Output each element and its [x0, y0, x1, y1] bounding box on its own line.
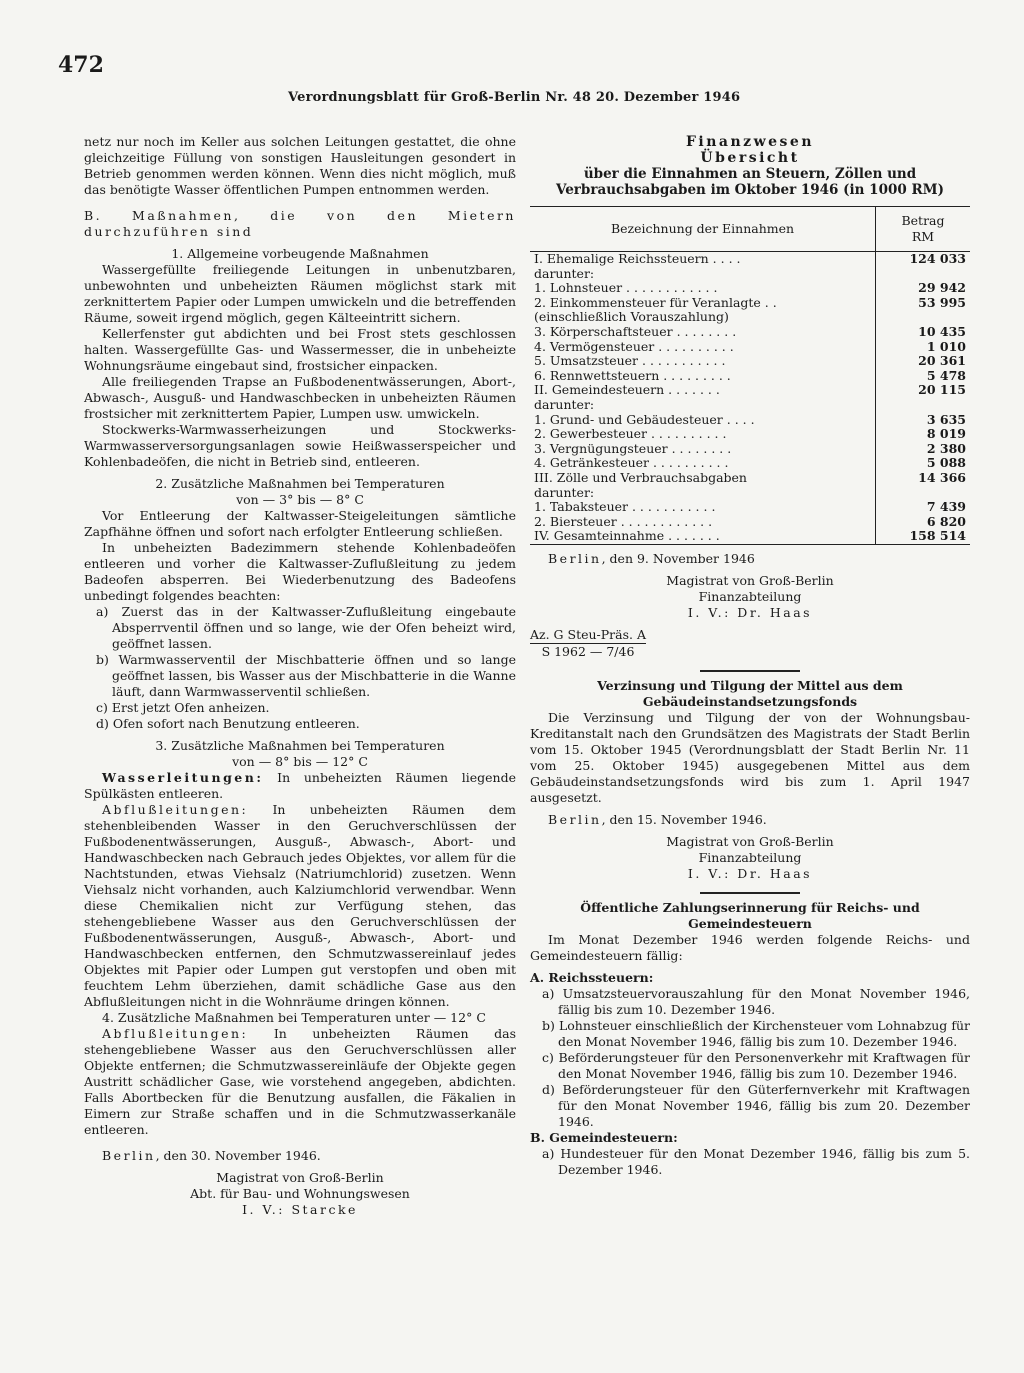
row-amount — [876, 398, 971, 413]
reich-tax-list — [530, 986, 970, 1130]
list-item: c) Beförderungsteuer für den Personenverkehr mit Kraftwagen für den Monat November 1946, fällig bis zum 10. Dezember 1946. — [542, 1049, 970, 1081]
paragraph: Stockwerks-Warmwasserheizungen und Stockwerks-Warmwasserversorgungsanlagen sowie Heißwasserspeicher und Kohlenbadeöfen, die nicht in Betrieb sind, entleeren. — [84, 422, 516, 469]
municipal-tax-list — [530, 1146, 970, 1178]
row-amount: 14 366 — [876, 471, 971, 486]
column-header-label: Bezeichnung der Einnahmen — [530, 207, 876, 252]
column-header-amount — [876, 207, 971, 252]
list-heading: B. Gemeindesteuern: — [530, 1129, 678, 1145]
list-item: d) Beförderungsteuer für den Güterfernverkehr mit Kraftwagen für den Monat November 1946, fällig bis zum 20. Dezember 1946. — [542, 1081, 970, 1129]
left-column — [84, 134, 516, 1218]
row-label: 1. Grund- und Gebäudesteuer . . . . — [534, 411, 755, 427]
city: Berlin — [102, 1148, 156, 1163]
table-row — [530, 296, 970, 311]
row-label: III. Zölle und Verbrauchsabgaben — [534, 469, 747, 485]
table-row — [530, 340, 970, 355]
row-amount: 7 439 — [876, 500, 971, 515]
signature-line: Magistrat von Groß-Berlin — [666, 833, 834, 849]
table-row — [530, 442, 970, 457]
signature-line: Abt. für Bau- und Wohnungswesen — [190, 1186, 410, 1201]
lead-term: Wasserleitungen: — [102, 770, 264, 785]
signature-line: Finanzabteilung — [698, 849, 802, 865]
row-label: 2. Einkommensteuer für Veranlagte . . — [534, 294, 777, 310]
paragraph: Die Verzinsung und Tilgung der von der Wohnungsbau-Kreditanstalt nach den Grundsätzen des Magistrats der Stadt Berlin vom 15. Oktober 1945 (Verordnungsblatt der Stadt Berlin Nr. 11 vom 25. Oktober 1945) ausgegebenen Mittel aus dem Gebäudeinstandsetzungsfonds wird bis zum 1. April 1947 ausgesetzt. — [530, 709, 970, 805]
row-amount: 29 942 — [876, 281, 971, 296]
instruction-list — [84, 604, 516, 732]
list-item: a) Umsatzsteuervorauszahlung für den Monat November 1946, fällig bis zum 10. Dezember 1946. — [542, 985, 970, 1017]
date-line — [84, 1148, 516, 1164]
right-column — [530, 134, 970, 1178]
list-heading: A. Reichssteuern: — [530, 969, 654, 985]
lead-term: Abflußleitungen: — [102, 1026, 249, 1041]
row-label: 2. Biersteuer . . . . . . . . . . . . — [534, 513, 713, 529]
subheading: 3. Zusätzliche Maßnahmen bei Temperaturen — [155, 738, 445, 753]
table-row — [530, 325, 970, 340]
row-label: 2. Gewerbesteuer . . . . . . . . . . — [534, 426, 727, 442]
paragraph-text: In unbeheizten Räumen dem stehenbleibenden Wasser in den Geruchverschlüssen der Fußbodenentwässerungen, Ausguß-, Abwasch-, Abort- und Handwaschbecken nach Gebrauch jedes Objektes, vor allem für die Nachtstunden, etwas Viehsalz (Natriumchlorid) zusetzen. Wenn Viehsalz nicht vorhanden, auch Kalziumchlorid verwendbar. Wenn diese Chemikalien nicht zur Verfügung stehen, das stehengebliebene Wasser aus den Geruchverschlüssen der Fußbodenentwässerungen, Ausguß-, Abwasch-, Abort- und Handwaschbecken entfernen, den Schmutzwassereinlauf jedes Objektes mit Papier oder Lumpen gut verstopfen und oben mit feuchtem Lehm überziehen, damit schädliche Gase aus den Abflußleitungen nicht in die Wohnräume dringen können. — [84, 802, 516, 1009]
row-label: 1. Lohnsteuer . . . . . . . . . . . . — [534, 280, 718, 296]
table-row — [530, 267, 970, 282]
table-row — [530, 252, 970, 267]
header-text: Betrag — [901, 213, 945, 228]
revenue-table — [530, 206, 970, 545]
subheading: 2. Zusätzliche Maßnahmen bei Temperaturen — [155, 476, 445, 491]
row-amount: 10 435 — [876, 325, 971, 340]
row-amount: 3 635 — [876, 413, 971, 428]
divider — [700, 892, 800, 894]
file-reference-line: Az. G Steu-Präs. A — [530, 626, 647, 642]
row-label: 5. Umsatzsteuer . . . . . . . . . . . — [534, 353, 726, 369]
date: , den 30. November 1946. — [155, 1148, 321, 1163]
table-row — [530, 427, 970, 442]
row-label: (einschließlich Vorauszahlung) — [534, 309, 729, 325]
section-title: Finanzwesen — [685, 134, 815, 150]
row-amount: 53 995 — [876, 296, 971, 311]
table-row — [530, 310, 970, 325]
row-label: I. Ehemalige Reichssteuern . . . . — [534, 251, 741, 266]
paragraph-text: In unbeheizten Räumen liegende Spülkästen entleeren. — [84, 770, 516, 801]
date: , den 15. November 1946. — [601, 811, 767, 827]
row-label: 4. Vermögensteuer . . . . . . . . . . — [534, 338, 734, 354]
table-row — [530, 529, 970, 544]
row-amount: 2 380 — [876, 442, 971, 457]
row-label: 1. Tabaksteuer . . . . . . . . . . . — [534, 499, 716, 515]
row-amount — [876, 267, 971, 282]
row-label: 3. Körperschaftsteuer . . . . . . . . — [534, 323, 737, 339]
signature-line: Magistrat von Groß-Berlin — [216, 1170, 384, 1185]
row-label: 6. Rennwettsteuern . . . . . . . . . — [534, 367, 731, 383]
file-reference — [530, 627, 646, 660]
paragraph — [84, 802, 516, 1010]
list-item: b) Lohnsteuer einschließlich der Kirchensteuer vom Lohnabzug für den Monat November 1946, fällig bis zum 10. Dezember 1946. — [542, 1017, 970, 1049]
city: Berlin — [548, 811, 602, 827]
header-unit: RM — [911, 229, 935, 244]
page-number: 472 — [58, 52, 104, 78]
table-title: Übersicht — [700, 150, 800, 166]
paragraph: Alle freiliegenden Trapse an Fußbodenentwässerungen, Abort-, Abwasch-, Ausguß- und Handwaschbecken in unbeheizten Räumen frostsicher mit zerknittertem Papier, Lumpen usw. umwickeln. — [84, 374, 516, 421]
table-row — [530, 486, 970, 501]
row-amount: 20 115 — [876, 383, 971, 398]
paragraph: Im Monat Dezember 1946 werden folgende Reichs- und Gemeindesteuern fällig: — [530, 931, 970, 963]
running-head: Verordnungsblatt für Groß-Berlin Nr. 48 20. Dezember 1946 — [288, 90, 741, 105]
paragraph-text: In unbeheizten Räumen das stehengebliebene Wasser aus den Geruchverschlüssen aller Objekte entfernen; die Schmutzwassereinläufe der Objekte gegen Austritt schädlicher Gase, wie vorstehend angegeben, abdichten. Falls Abortbecken für die Benutzung ausfallen, die Fäkalien in Eimern zur Straße schaffen und in die Schmutzwasserkanäle entleeren. — [84, 1026, 516, 1137]
subheading: 1. Allgemeine vorbeugende Maßnahmen — [171, 246, 429, 261]
list-item: b) Warmwasserventil der Mischbatterie öffnen und so lange geöffnet lassen, bis Wasser aus der Mischbatterie in die Wanne läuft, dann Warmwasserventil schließen. — [96, 652, 516, 699]
row-label: 3. Vergnügungsteuer . . . . . . . . — [534, 440, 732, 456]
date: , den 9. November 1946 — [601, 550, 755, 566]
row-label: darunter: — [534, 484, 595, 500]
signature-name: I. V.: Dr. Haas — [687, 865, 813, 881]
paragraph — [84, 1026, 516, 1138]
row-amount — [876, 310, 971, 325]
paragraph: In unbeheizten Badezimmern stehende Kohlenbadeöfen entleeren und vorher die Kaltwasser-Zuflußleitung zu jedem Badeofen absperren. Bei Wiederbenutzung des Badeofens unbedingt folgendes beachten: — [84, 540, 516, 603]
row-amount: 20 361 — [876, 354, 971, 369]
row-label: 4. Getränkesteuer . . . . . . . . . . — [534, 455, 729, 471]
table-row — [530, 515, 970, 530]
paragraph: Wassergefüllte freiliegende Leitungen in unbenutzbaren, unbewohnten und unbeheizten Räumen möglichst stark mit zerknittertem Papier oder Lumpen umwickeln und die betreffenden Räume, soweit irgend möglich, gegen Kälteeintritt sichern. — [84, 262, 516, 325]
row-label: darunter: — [534, 396, 595, 412]
list-item: a) Zuerst das in der Kaltwasser-Zuflußleitung eingebaute Absperrventil öffnen und so lange, wie der Ofen beheizt wird, geöffnet lassen. — [96, 604, 516, 651]
table-row — [530, 354, 970, 369]
row-label: IV. Gesamteinnahme . . . . . . . — [530, 529, 876, 544]
row-amount: 8 019 — [876, 427, 971, 442]
table-body — [530, 252, 970, 545]
article-title: Öffentliche Zahlungserinnerung für Reichs- und Gemeindesteuern — [580, 899, 920, 931]
row-amount: 1 010 — [876, 340, 971, 355]
table-row — [530, 471, 970, 486]
subheading: 4. Zusätzliche Maßnahmen bei Temperaturen unter — 12° C — [102, 1010, 486, 1025]
row-amount: 124 033 — [876, 252, 971, 267]
row-amount: 158 514 — [876, 529, 971, 544]
signature-name: I. V.: Starcke — [242, 1202, 358, 1217]
article-title: Verzinsung und Tilgung der Mittel aus dem Gebäudeinstandsetzungsfonds — [597, 677, 903, 709]
list-item: c) Erst jetzt Ofen anheizen. — [96, 700, 270, 715]
table-row — [530, 500, 970, 515]
list-item: d) Ofen sofort nach Benutzung entleeren. — [96, 716, 360, 731]
row-amount — [876, 486, 971, 501]
table-row — [530, 398, 970, 413]
table-subtitle: über die Einnahmen an Steuern, Zöllen und Verbrauchsabgaben im Oktober 1946 (in 1000 RM) — [555, 166, 945, 198]
row-label: darunter: — [534, 265, 595, 281]
list-item: a) Hundesteuer für den Monat Dezember 1946, fällig bis zum 5. Dezember 1946. — [542, 1145, 970, 1177]
signature-line: Finanzabteilung — [698, 588, 802, 604]
paragraph: Kellerfenster gut abdichten und bei Frost stets geschlossen halten. Wassergefüllte Gas- und Wassermesser, die in unbeheizte Wohnungsräume eingebaut sind, frostsicher einpacken. — [84, 326, 516, 373]
table-row — [530, 281, 970, 296]
table-row — [530, 369, 970, 384]
subheading: von — 8° bis — 12° C — [232, 754, 368, 769]
table-row — [530, 413, 970, 428]
signature-line: Magistrat von Groß-Berlin — [666, 572, 834, 588]
subheading: von — 3° bis — 8° C — [236, 492, 364, 507]
table-row — [530, 456, 970, 471]
paragraph: Vor Entleerung der Kaltwasser-Steigeleitungen sämtliche Zapfhähne öffnen und sofort nach erfolgter Entleerung schließen. — [84, 508, 516, 539]
file-reference-line: S 1962 — 7/46 — [530, 643, 646, 660]
city: Berlin — [548, 550, 602, 566]
lead-term: Abflußleitungen: — [102, 802, 249, 817]
paragraph — [84, 770, 516, 802]
paragraph: netz nur noch im Keller aus solchen Leitungen gestattet, die ohne gleichzeitige Füllung von sonstigen Hausleitungen gesondert in Betrieb genommen werden können. Wenn dies nicht möglich, muß das benötigte Wasser öffentlichen Pumpen entnommen werden. — [84, 134, 516, 197]
row-amount: 6 820 — [876, 515, 971, 530]
row-amount: 5 478 — [876, 369, 971, 384]
date-line — [530, 812, 970, 828]
row-label: II. Gemeindesteuern . . . . . . . — [534, 382, 720, 398]
divider — [700, 670, 800, 672]
table-row — [530, 383, 970, 398]
section-heading: B. Maßnahmen, die von den Mietern durchzuführen sind — [84, 208, 516, 239]
signature-name: I. V.: Dr. Haas — [687, 604, 813, 620]
date-line — [530, 551, 970, 567]
row-amount: 5 088 — [876, 456, 971, 471]
